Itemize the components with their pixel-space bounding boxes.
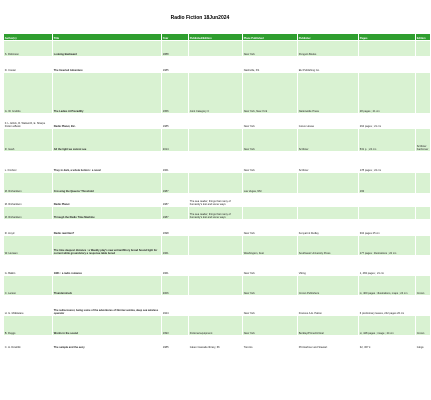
table-cell[interactable] [189, 173, 243, 194]
table-cell[interactable]: 193 [359, 173, 416, 194]
table-row [4, 173, 431, 194]
table-cell[interactable]: 1, 482 pages ; 21 cm [359, 256, 416, 276]
table-cell[interactable]: 1985 [162, 114, 189, 129]
table-cell[interactable] [416, 194, 431, 207]
table-cell[interactable]: L. Fimbrel [4, 152, 53, 173]
table-cell[interactable]: 1987 [162, 173, 189, 194]
table-cell[interactable] [416, 114, 431, 129]
table-cell[interactable]: 178 pages ; 24 cm [359, 152, 416, 173]
table-cell[interactable] [416, 41, 431, 57]
table-cell[interactable]: The sea reader; things that many of humanity's lost and some ways [189, 194, 243, 207]
table-cell[interactable]: New York [243, 129, 298, 152]
column-header[interactable]: Year [162, 34, 189, 41]
table-cell[interactable]: 304 pages 25 cm [359, 220, 416, 236]
table-cell[interactable]: 1888 [162, 41, 189, 57]
table-cell[interactable]: 1993 [162, 316, 189, 336]
table-row [4, 114, 431, 129]
table-cell[interactable]: Scribner hardcover [416, 129, 431, 152]
table-cell[interactable] [189, 152, 243, 173]
table-cell[interactable] [298, 173, 359, 194]
column-header[interactable]: Pages [359, 34, 416, 41]
table-row [4, 316, 431, 336]
table-cell[interactable] [359, 207, 416, 220]
table-cell[interactable]: Words in the sound [53, 316, 162, 336]
table-cell[interactable] [416, 256, 431, 276]
table-cell[interactable]: They in dark, a whole bottom : a novel [53, 152, 162, 173]
table-cell[interactable]: Crown [416, 276, 431, 296]
table-cell[interactable]: Scribner [298, 129, 359, 152]
table-cell[interactable]: New York [243, 276, 298, 296]
table-row [4, 276, 431, 296]
table-cell[interactable]: 6 preliminary leaves, 242 pages 20 cm [359, 296, 416, 316]
table-cell[interactable]: The Ladies At Piccadilly [53, 73, 162, 114]
table-cell[interactable]: R. Lloyd [4, 220, 53, 236]
table-cell[interactable]: 177 pages : illustrations ; 22 cm [359, 236, 416, 256]
table-cell[interactable]: The Inverted Adventure [53, 57, 162, 73]
table-cell[interactable] [243, 194, 298, 207]
table-cell[interactable]: 1961 [162, 256, 189, 276]
table-cell[interactable] [298, 207, 359, 220]
table-cell[interactable]: 32, 307 k [359, 336, 416, 350]
table-cell[interactable]: Glogs [416, 336, 431, 350]
table-cell[interactable] [189, 41, 243, 57]
table-cell[interactable]: Pitt Harbour and Stewart [298, 336, 359, 350]
table-cell[interactable]: 2014 [162, 129, 189, 152]
column-header[interactable]: Published/Edition [189, 34, 243, 41]
table-cell[interactable]: Radio rewritten? [53, 220, 162, 236]
table-cell[interactable]: Penguin Books [298, 41, 359, 57]
table-cell[interactable]: Las Vegas, NM [243, 173, 298, 194]
table-cell[interactable]: 1961 : a radio romance [53, 256, 162, 276]
table-cell[interactable] [189, 57, 243, 73]
table-cell[interactable]: F. L. Elrick, R. Walworth, E. Sharpe Fiction eBook [4, 114, 53, 129]
table-cell[interactable]: 1987 [162, 194, 189, 207]
table-cell[interactable]: R. Gash [4, 129, 53, 152]
table-cell[interactable]: Crown Publishers [298, 276, 359, 296]
table-cell[interactable]: 2006 [162, 276, 189, 296]
table-row [4, 194, 431, 207]
table-cell[interactable] [189, 296, 243, 316]
table-cell[interactable]: M. Richardson [4, 173, 53, 194]
table-cell[interactable] [189, 256, 243, 276]
table-cell[interactable]: Nashville, KS [243, 57, 298, 73]
column-header[interactable]: Edition [416, 34, 431, 41]
table-cell[interactable]: Nationwide Press [298, 73, 359, 114]
table-cell[interactable]: G. W. Grubbs [4, 73, 53, 114]
table-cell[interactable] [416, 57, 431, 73]
table-cell[interactable]: xi, 448 pages ; image ; 24 cm [359, 316, 416, 336]
column-header[interactable]: Title [53, 34, 162, 41]
table-cell[interactable] [359, 194, 416, 207]
table-cell[interactable] [189, 129, 243, 152]
table-cell[interactable] [189, 114, 243, 129]
table-cell[interactable] [416, 220, 431, 236]
table-cell[interactable]: B. Ruggs [4, 316, 53, 336]
table-cell[interactable]: Gleen Cascade library, 66 [189, 336, 243, 350]
table-cell[interactable]: M. Richardson [4, 194, 53, 207]
table-row [4, 236, 431, 256]
table-cell[interactable] [359, 41, 416, 57]
table-cell[interactable]: Viking [298, 256, 359, 276]
table-cell[interactable]: Crossing the Queens' Threshold [53, 173, 162, 194]
table-cell[interactable]: Radio Planet, Etc. [53, 114, 162, 129]
table-cell[interactable]: C. Larson [4, 276, 53, 296]
table-cell[interactable]: Frances A.E. Patton [298, 296, 359, 316]
table-cell[interactable] [416, 73, 431, 114]
table-cell[interactable]: 1998 [162, 220, 189, 236]
table-cell[interactable]: Through the Radio Time Machine [53, 207, 162, 220]
table-cell[interactable]: 1956 [162, 73, 189, 114]
table-cell[interactable]: Thunderstruck [53, 276, 162, 296]
table-row [4, 73, 431, 114]
table-cell[interactable]: Berkley/Prime/Critical [298, 316, 359, 336]
table-cell[interactable]: 1985 [162, 336, 189, 350]
table-cell[interactable]: New York [243, 220, 298, 236]
table-cell[interactable]: D. Costar [4, 57, 53, 73]
table-cell[interactable]: Joint Category 3 [189, 73, 243, 114]
table-row [4, 41, 431, 57]
table-cell[interactable]: New York [243, 152, 298, 173]
table-row [4, 220, 431, 236]
column-header[interactable]: Publisher [298, 34, 359, 41]
fiction-table [3, 33, 431, 350]
table-row [4, 336, 431, 350]
table-cell[interactable]: New York, New York [243, 73, 298, 114]
table-cell[interactable]: The sample and the eeny [53, 336, 162, 350]
table-cell[interactable]: All the light we cannot see [53, 129, 162, 152]
table-cell[interactable] [416, 173, 431, 194]
table-cell[interactable]: S. Robinson [4, 41, 53, 57]
table-cell[interactable] [243, 207, 298, 220]
column-header[interactable]: Place Published [243, 34, 298, 41]
table-cell[interactable]: C. H. Dowhilk [4, 336, 53, 350]
table-row [4, 256, 431, 276]
table-cell[interactable]: 28 pages ; 21 cm [359, 73, 416, 114]
table-cell[interactable]: 1985 [162, 57, 189, 73]
table-cell[interactable]: New York [243, 296, 298, 316]
table-row [4, 129, 431, 152]
header-row [4, 34, 431, 41]
column-header[interactable]: Author(s) [4, 34, 53, 41]
table-cell[interactable] [416, 207, 431, 220]
table-cell[interactable] [189, 220, 243, 236]
table-row [4, 207, 431, 220]
table-cell[interactable] [416, 152, 431, 173]
table-cell[interactable]: New York [243, 256, 298, 276]
table-cell[interactable]: 531 p. ; 24 cm [359, 129, 416, 152]
table-cell[interactable] [298, 194, 359, 207]
table-cell[interactable]: G. Balkin [4, 256, 53, 276]
table-cell[interactable] [189, 236, 243, 256]
table-cell[interactable]: The rediscoverer, being some of the adventures of Norma Lemma, deep sea wireless operator [53, 296, 162, 316]
table-cell[interactable]: Crown [416, 316, 431, 336]
table-cell[interactable]: 264 pages ; 21 cm [359, 114, 416, 129]
table-cell[interactable]: 1987 [162, 207, 189, 220]
table-cell[interactable]: W. Hersam [4, 236, 53, 256]
table-cell[interactable]: Washington, Fest [243, 236, 298, 256]
table-cell[interactable]: H. G. McElwane [4, 296, 53, 316]
table-cell[interactable] [359, 57, 416, 73]
table-cell[interactable] [189, 276, 243, 296]
table-cell[interactable]: M. Richardson [4, 207, 53, 220]
table-cell[interactable]: 1961 [162, 152, 189, 173]
table-row [4, 296, 431, 316]
table-cell[interactable]: Kenyatt & Dudley [298, 220, 359, 236]
table-cell[interactable]: New York [243, 41, 298, 57]
table-cell[interactable]: New York [243, 316, 298, 336]
table-cell[interactable]: 1924 [162, 296, 189, 316]
table-cell[interactable]: Radio Planet [53, 194, 162, 207]
table-cell[interactable]: Scribner [298, 152, 359, 173]
table-cell[interactable]: Fictional equipment [189, 316, 243, 336]
table-cell[interactable]: The time deepest distance : a Weekly play's new entrant/Story broad Sound light for current while groundstory a response table bored [53, 236, 162, 256]
page-title: Radio Fiction 18Jun2024 [170, 15, 230, 21]
table-cell[interactable]: Looking Backward [53, 41, 162, 57]
table-row [4, 57, 431, 73]
table-cell[interactable] [416, 236, 431, 256]
table-cell[interactable]: EH Publishing Co. [298, 57, 359, 73]
table-cell[interactable]: New York [243, 114, 298, 129]
table-cell[interactable]: ix, 400 pages : illustrations, maps ; 24 cm [359, 276, 416, 296]
table-cell[interactable]: Toronto [243, 336, 298, 350]
table-cell[interactable]: The sea reader; things that many of humanity's lost and some ways [189, 207, 243, 220]
table-row [4, 152, 431, 173]
table-cell[interactable]: 1961 [162, 236, 189, 256]
table-cell[interactable] [416, 296, 431, 316]
table-cell[interactable]: Southwest University Press [298, 236, 359, 256]
table-cell[interactable]: Grove House [298, 114, 359, 129]
